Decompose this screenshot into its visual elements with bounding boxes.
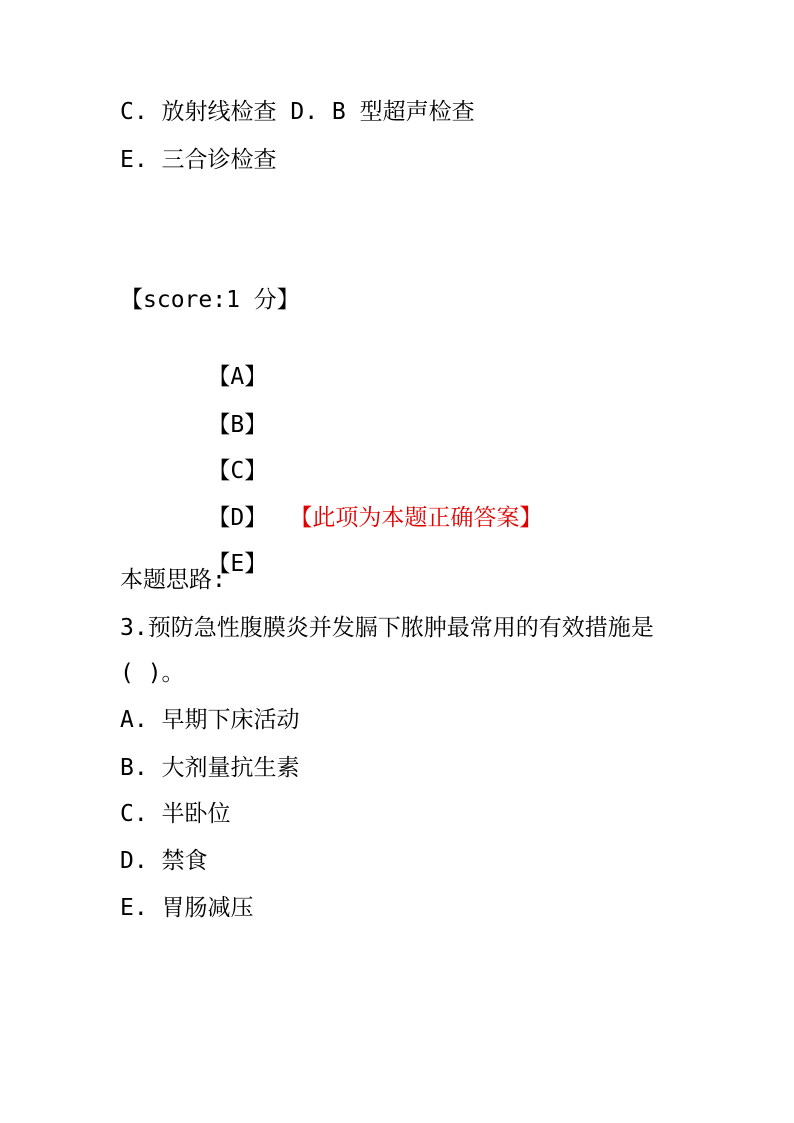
thinking-label: 本题思路: <box>120 567 226 593</box>
answer-label-c: 【C】 <box>207 458 268 484</box>
answer-label-a: 【A】 <box>207 364 268 390</box>
question-stem-line-2: ( )。 <box>120 660 185 686</box>
prev-option-e: E. 三合诊检查 <box>120 147 277 173</box>
option-d: D. 禁食 <box>120 848 208 874</box>
answer-row-e <box>152 519 289 609</box>
option-c: C. 半卧位 <box>120 801 231 827</box>
answer-label-b: 【B】 <box>207 412 268 438</box>
answer-label-d: 【D】 <box>207 505 268 531</box>
question-stem-line-1: 3.预防急性腹膜炎并发膈下脓肿最常用的有效措施是 <box>120 615 654 641</box>
option-a: A. 早期下床活动 <box>120 707 300 733</box>
score-label: 【score:1 分】 <box>120 287 300 313</box>
option-b: B. 大剂量抗生素 <box>120 755 300 781</box>
prev-option-c-d: C. 放射线检查 D. B 型超声检查 <box>120 99 475 125</box>
answer-label-e: 【E】 <box>207 551 268 577</box>
correct-answer-marker: 【此项为本题正确答案】 <box>289 505 543 531</box>
option-e: E. 胃肠减压 <box>120 895 254 921</box>
